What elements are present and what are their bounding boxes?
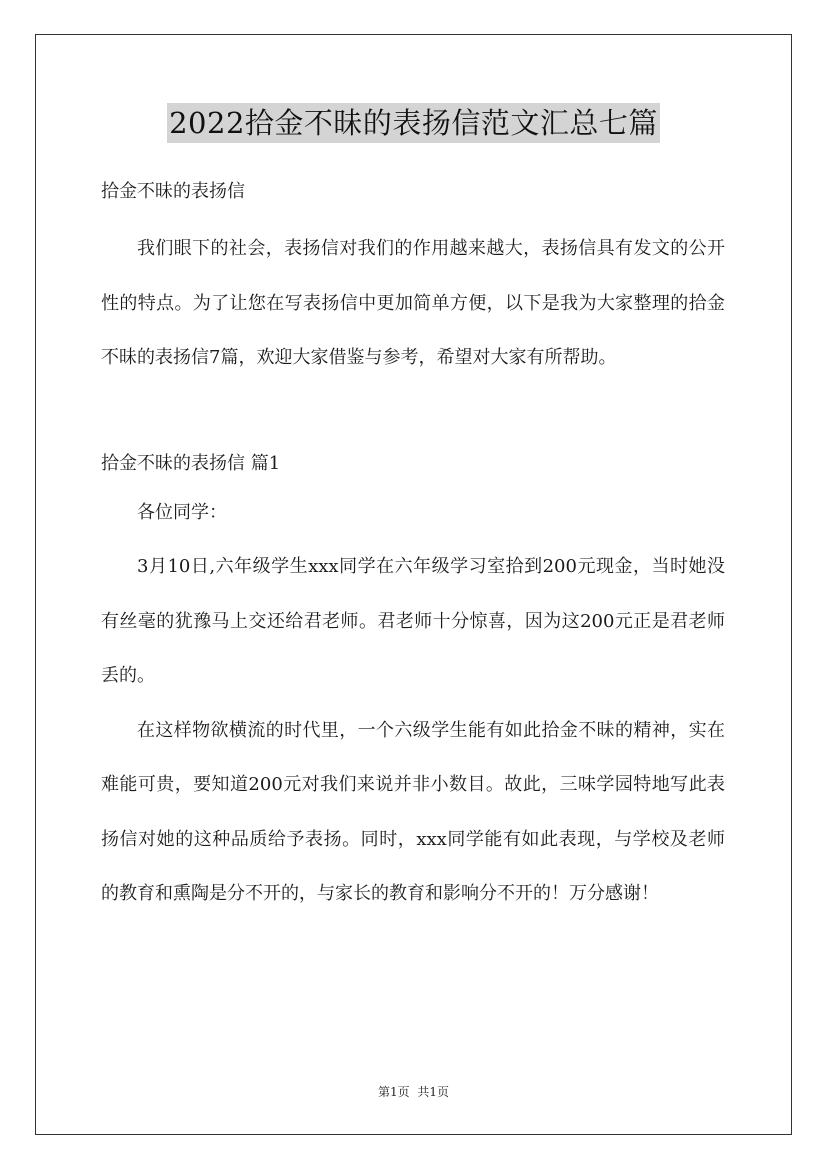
page-footer — [0, 1083, 827, 1100]
intro-paragraph: 我们眼下的社会，表扬信对我们的作用越来越大，表扬信具有发文的公开性的特点。为了让您在写表扬信中更加简单方便，以下是我为大家整理的拾金不昧的表扬信7篇，欢迎大家借鉴与参考，希望对大家有所帮助。 — [101, 238, 725, 368]
paragraph-2: 在这样物欲横流的时代里，一个六级学生能有如此拾金不昧的精神，实在难能可贵，要知道200元对我们来说并非小数目。故此，三味学园特地写此表扬信对她的这种品质给予表扬。同时，xxx同学能有如此表现，与学校及老师的教育和熏陶是分不开的，与家长的教育和影响分不开的！万分感谢！ — [101, 719, 725, 904]
title-container — [0, 103, 827, 143]
section-spacer — [101, 386, 725, 442]
page-number: 第1页 — [377, 1085, 410, 1099]
intro-heading: 拾金不昧的表扬信 — [101, 181, 245, 202]
page-total: 共1页 — [417, 1085, 450, 1099]
salutation: 各位同学： — [137, 501, 227, 523]
document-body — [101, 170, 725, 922]
paragraph-1: 3月10日,六年级学生xxx同学在六年级学习室拾到200元现金，当时她没有丝毫的犹豫马上交还给君老师。君老师十分惊喜，因为这200元正是君老师丢的。 — [101, 556, 725, 686]
document-title: 2022拾金不昧的表扬信范文汇总七篇 — [167, 103, 660, 143]
section1-heading: 拾金不昧的表扬信 篇1 — [101, 452, 281, 474]
